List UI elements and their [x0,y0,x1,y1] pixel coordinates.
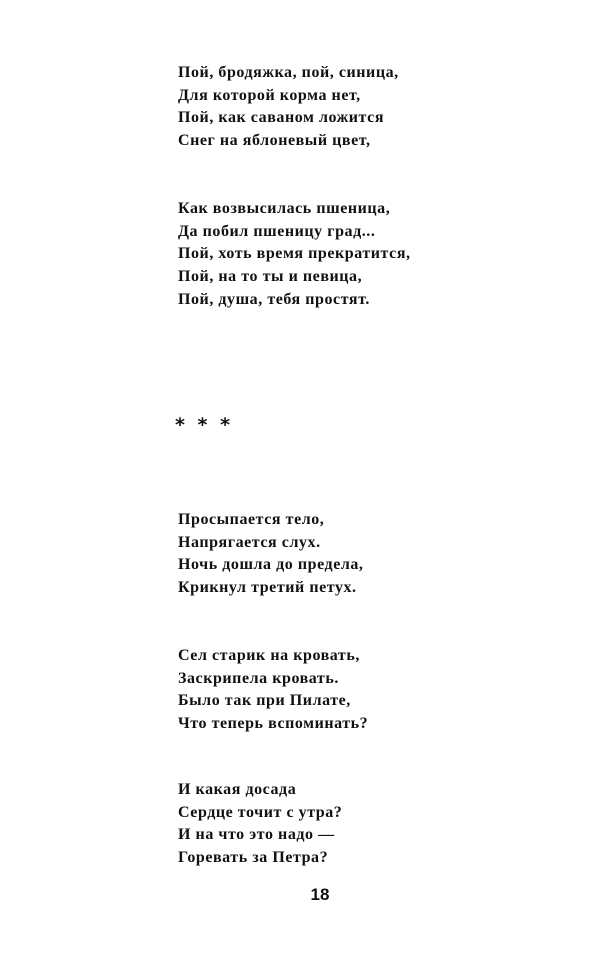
verse-line: Как возвысилась пшеница, [178,200,391,217]
verse-line: Сердце точит с утра? [178,803,343,821]
verse-line: Было так при Пилате, [178,692,351,710]
verse-line: Просыпается тело, [178,511,325,528]
poem-separator: * * * [175,414,234,436]
verse-line: И на что это надо — [178,826,335,844]
verse-line: Пой, душа, тебя простят. [178,290,370,308]
stanza-1 [178,62,399,153]
verse-line: Пой, бродяжка, пой, синица, [178,64,399,81]
verse-line: И какая досада [178,781,297,798]
verse-line: Заскрипела кровать. [178,669,339,687]
verse-line: Напрягается слух. [178,533,321,551]
verse-line: Крикнул третий петух. [178,579,357,597]
verse-line: Для которой корма нет, [178,86,361,104]
verse-line: Пой, как саваном ложится [178,109,385,127]
stanza-2 [178,198,411,312]
stanza-3 [178,509,363,600]
stanza-4 [178,645,368,736]
verse-line: Горевать за Петра? [178,849,329,867]
verse-line: Пой, на то ты и певица, [178,268,363,286]
verse-line: Что теперь вспоминать? [178,715,369,733]
verse-line: Да побил пшеницу град... [178,222,376,240]
verse-line: Ночь дошла до предела, [178,556,364,574]
verse-line: Сел старик на кровать, [178,647,360,664]
stanza-5 [178,779,342,870]
verse-line: Пой, хоть время прекратится, [178,245,411,263]
page-number: 18 [310,885,330,904]
verse-line: Снег на яблоневый цвет, [178,132,371,150]
